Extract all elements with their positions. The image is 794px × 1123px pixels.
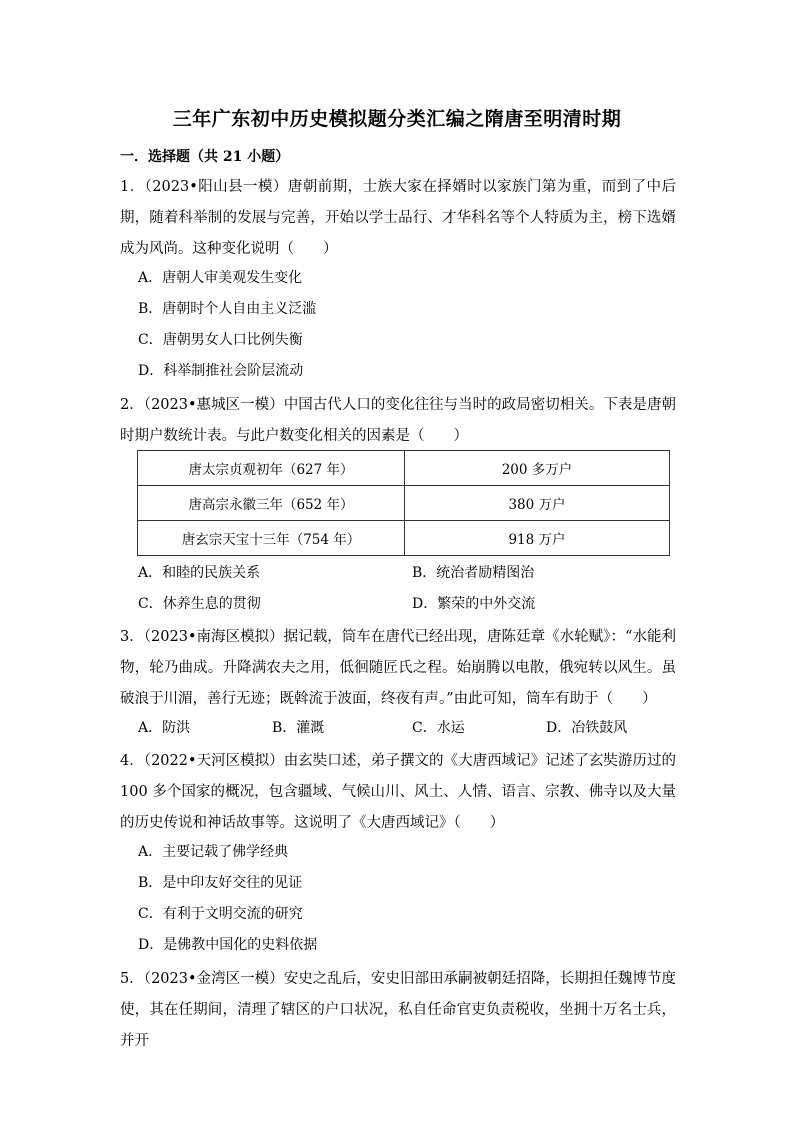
question-1-option-d[interactable]: D．科举制推社会阶层流动 <box>138 363 304 379</box>
table-cell: 200 多万户 <box>405 451 670 486</box>
question-4-stem: 4．（2022•天河区模拟）由玄奘口述，弟子撰文的《大唐西域记》记述了玄奘游历过的 100 多个国家的概况，包含疆域、气候山川、风土、人情、语言、宗教、佛寺以及大量的历史传说和神话故事等。这说明了《大唐西域记》（ ） <box>120 753 676 831</box>
question-1-stem: 1．（2023•阳山县一模）唐朝前期，士族大家在择婿时以家族门第为重，而到了中后期，随着科举制的发展与完善，开始以学士品行、才华科名等个人特质为主，榜下选婿成为风尚。这种变化说明（ ） <box>120 179 676 257</box>
table-cell: 唐太宗贞观初年（627 年） <box>138 451 405 486</box>
question-2-option-b[interactable]: B．统治者励精图治 <box>412 565 535 581</box>
table-row <box>138 486 670 521</box>
table-cell: 唐玄宗天宝十三年（754 年） <box>138 521 405 556</box>
table-row <box>138 451 670 486</box>
question-2-stem: 2．（2023•惠城区一模）中国古代人口的变化往往与当时的政局密切相关。下表是唐朝时期户数统计表。与此户数变化相关的因素是（ ） <box>120 397 676 444</box>
question-4-option-a[interactable]: A．主要记载了佛学经典 <box>138 844 289 860</box>
table-cell: 380 万户 <box>405 486 670 521</box>
question-4-option-d[interactable]: D．是佛教中国化的史料依据 <box>138 937 318 953</box>
question-2-option-c[interactable]: C．休养生息的贯彻 <box>138 596 261 612</box>
question-4-option-c[interactable]: C．有利于文明交流的研究 <box>138 906 303 922</box>
question-5-stem: 5．（2023•金湾区一模）安史之乱后，安史旧部田承嗣被朝廷招降，长期担任魏博节度使，其在任期间，清理了辖区的户口状况，私自任命官吏负责税收，坐拥十万名士兵，并开 <box>120 971 676 1049</box>
household-table <box>137 450 670 556</box>
table-cell: 唐高宗永徽三年（652 年） <box>138 486 405 521</box>
question-1-option-c[interactable]: C．唐朝男女人口比例失衡 <box>138 332 303 348</box>
question-3-option-a[interactable]: A．防洪 <box>138 720 191 736</box>
table-cell: 918 万户 <box>405 521 670 556</box>
question-3-option-b[interactable]: B．灌溉 <box>272 720 325 736</box>
question-4-option-b[interactable]: B．是中印友好交往的见证 <box>138 875 303 891</box>
question-1-option-a[interactable]: A．唐朝人审美观发生变化 <box>138 270 303 286</box>
question-2-option-d[interactable]: D．繁荣的中外交流 <box>412 596 536 612</box>
question-3-option-c[interactable]: C．水运 <box>412 720 465 736</box>
question-3-option-d[interactable]: D．冶铁鼓风 <box>546 720 628 736</box>
question-1-option-b[interactable]: B．唐朝时个人自由主义泛滥 <box>138 301 317 317</box>
question-2-option-a[interactable]: A．和睦的民族关系 <box>138 565 261 581</box>
question-3-stem: 3．（2023•南海区模拟）据记载，筒车在唐代已经出现，唐陈廷章《水轮赋》：“水能利物，轮乃曲成。升降满农夫之用，低徊随匠氏之程。始崩腾以电散，俄宛转以风生。虽破浪于川湄，善行无迹；既斡流于波面，终夜有声。”由此可知，筒车有助于（ ） <box>120 629 676 707</box>
document-title: 三年广东初中历史模拟题分类汇编之隋唐至明清时期 <box>172 108 622 130</box>
table-row <box>138 521 670 556</box>
section-heading: 一．选择题（共 21 小题） <box>120 149 290 165</box>
